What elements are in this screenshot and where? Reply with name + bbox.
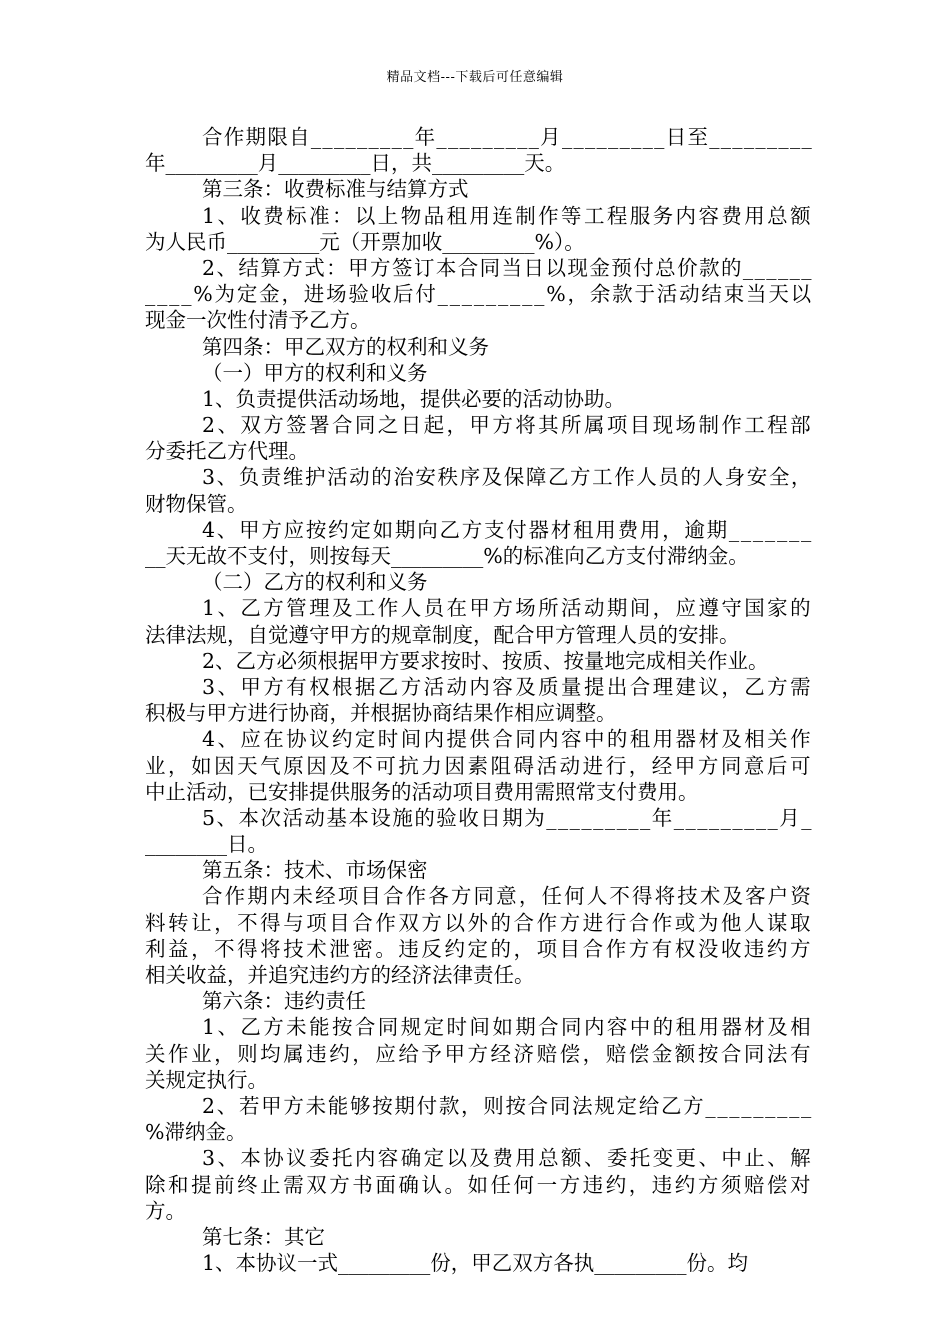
text-line: 1、本协议一式_________份，甲乙双方各执_________份。均 bbox=[202, 1251, 749, 1276]
text-line: 关规定执行。 bbox=[145, 1067, 268, 1092]
text-line: 4、甲方应按约定如期向乙方支付器材租用费用，逾期_______ bbox=[202, 517, 813, 542]
text-line: __天无故不支付，则按每天_________%的标准向乙方支付滞纳金。 bbox=[145, 544, 749, 568]
text-line: ________日。 bbox=[145, 832, 268, 857]
text-line: 3、甲方有权根据乙方活动内容及质量提出合理建议，乙方需 bbox=[202, 674, 813, 699]
text-line: 3、本协议委托内容确定以及费用总额、委托变更、中止、解 bbox=[202, 1146, 813, 1171]
text-line: 现金一次性付清予乙方。 bbox=[145, 308, 371, 333]
text-line: 关作业，则均属违约，应给予甲方经济赔偿，赔偿金额按合同法有 bbox=[145, 1041, 813, 1066]
text-line: 除和提前终止需双方书面确认。如任何一方违约，违约方须赔偿对 bbox=[145, 1172, 813, 1197]
text-line: 第五条：技术、市场保密 bbox=[202, 858, 428, 883]
document-body bbox=[145, 124, 813, 1276]
text-line: 第三条：收费标准与结算方式 bbox=[202, 177, 469, 202]
text-line: 1、乙方管理及工作人员在甲方场所活动期间，应遵守国家的 bbox=[202, 596, 813, 621]
text-line: ____%为定金，进场验收后付_________%，余款于活动结束当天以 bbox=[145, 282, 813, 307]
text-line: （一）甲方的权利和义务 bbox=[202, 360, 428, 385]
text-line: 相关收益，并追究违约方的经济法律责任。 bbox=[145, 963, 535, 987]
text-line: （二）乙方的权利和义务 bbox=[202, 570, 428, 595]
text-line: 分委托乙方代理。 bbox=[145, 439, 309, 464]
text-line: 合作期内未经项目合作各方同意，任何人不得将技术及客户资 bbox=[202, 884, 813, 909]
text-line: 4、应在协议约定时间内提供合同内容中的租用器材及相关作 bbox=[202, 727, 813, 752]
page-header: 精品文档---下载后可任意编辑 bbox=[386, 70, 564, 85]
text-line: %滞纳金。 bbox=[145, 1120, 247, 1145]
text-line: 料转让，不得与项目合作双方以外的合作方进行合作或为他人谋取 bbox=[145, 910, 813, 935]
text-line: 5、本次活动基本设施的验收日期为_________年_________月_ bbox=[202, 805, 813, 830]
text-line: 积极与甲方进行协商，并根据协商结果作相应调整。 bbox=[145, 701, 617, 726]
text-line: 中止活动，已安排提供服务的活动项目费用需照常支付费用。 bbox=[145, 779, 699, 804]
text-line: 2、乙方必须根据甲方要求按时、按质、按量地完成相关作业。 bbox=[202, 648, 769, 673]
text-line: 2、若甲方未能够按期付款，则按合同法规定给乙方_________ bbox=[202, 1093, 813, 1118]
text-line: 财物保管。 bbox=[145, 491, 248, 516]
text-line: 合作期限自_________年_________月_________日至_________ bbox=[202, 125, 813, 149]
text-line: 1、乙方未能按合同规定时间如期合同内容中的租用器材及相 bbox=[202, 1015, 813, 1040]
text-line: 第六条：违约责任 bbox=[202, 989, 366, 1014]
text-line: 第四条：甲乙双方的权利和义务 bbox=[202, 334, 489, 359]
text-line: 为人民币_________元（开票加收_________%）。 bbox=[145, 229, 585, 254]
text-line: 2、双方签署合同之日起，甲方将其所属项目现场制作工程部 bbox=[202, 413, 813, 438]
text-line: 3、负责维护活动的治安秩序及保障乙方工作人员的人身安全， bbox=[202, 465, 813, 490]
text-line: 1、负责提供活动场地，提供必要的活动协助。 bbox=[202, 386, 626, 411]
text-line: 方。 bbox=[145, 1198, 186, 1223]
text-line: 1、收费标准：以上物品租用连制作等工程服务内容费用总额 bbox=[202, 203, 813, 228]
text-line: 2、结算方式：甲方签订本合同当日以现金预付总价款的______ bbox=[202, 255, 813, 280]
text-line: 法律法规，自觉遵守甲方的规章制度，配合甲方管理人员的安排。 bbox=[145, 622, 740, 647]
text-line: 利益，不得将技术泄密。违反约定的，项目合作方有权没收违约方 bbox=[145, 936, 813, 961]
text-line: 业，如因天气原因及不可抗力因素阻碍活动进行，经甲方同意后可 bbox=[145, 753, 813, 778]
text-line: 年_________月_________日，共_________天。 bbox=[145, 151, 566, 176]
text-line: 第七条：其它 bbox=[202, 1224, 325, 1249]
